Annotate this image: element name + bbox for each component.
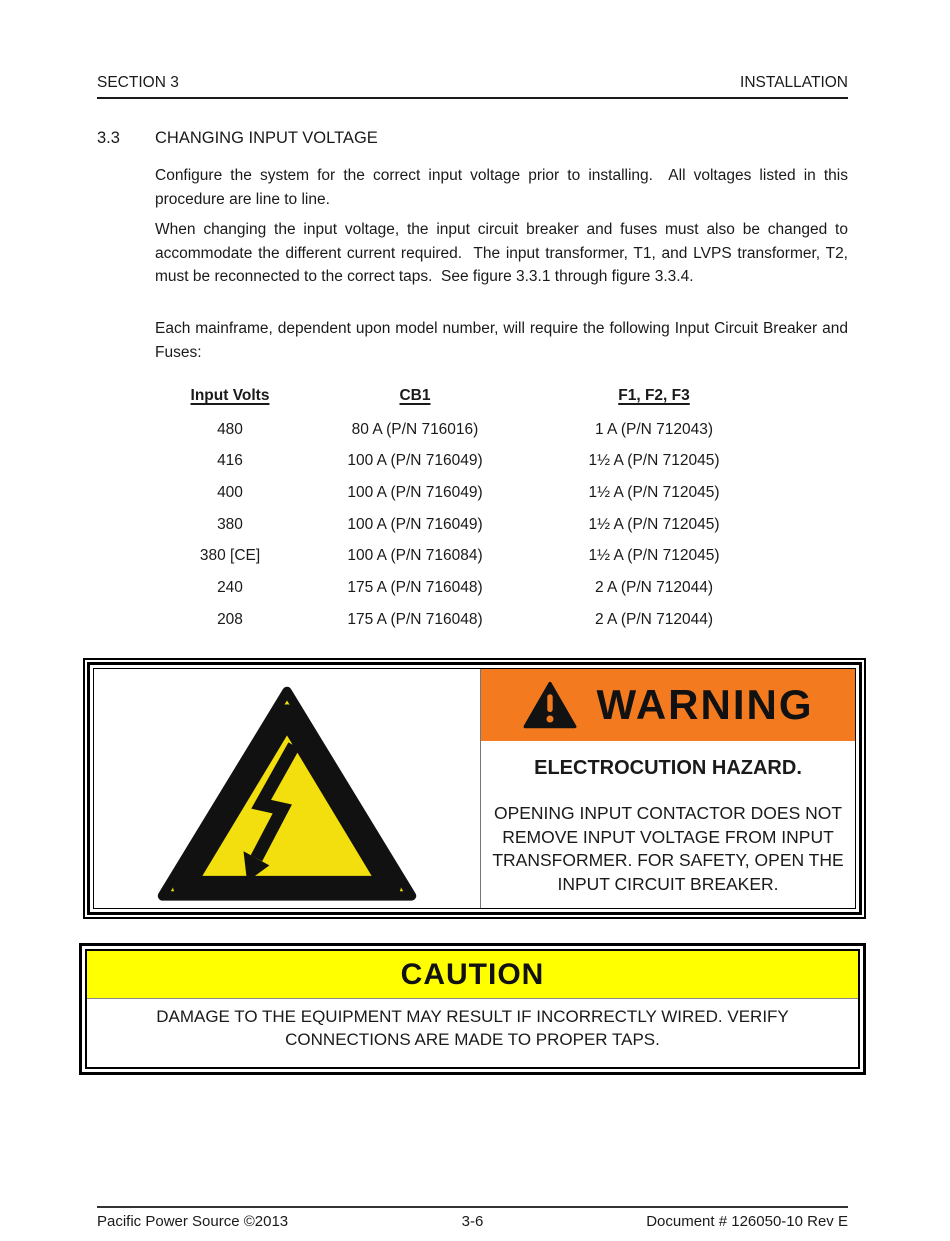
page-footer	[97, 1206, 848, 1230]
cell-cb1: 100 A (P/N 716049)	[347, 515, 483, 533]
warning-header-band	[481, 669, 855, 741]
cell-volts: 208	[217, 610, 243, 628]
breaker-fuse-table	[155, 387, 848, 643]
footer-document-number: Document # 126050-10 Rev E	[646, 1213, 848, 1230]
page-header	[97, 74, 848, 99]
alert-exclamation-triangle-icon	[523, 681, 577, 729]
table-row	[155, 421, 848, 453]
cell-volts: 400	[217, 484, 243, 502]
cell-fuse: 1½ A (P/N 712045)	[588, 484, 720, 502]
cell-volts: 480	[217, 420, 243, 438]
header-section-label: SECTION 3	[97, 74, 179, 91]
cell-fuse: 1½ A (P/N 712045)	[588, 547, 720, 565]
warning-box-mid-border	[87, 662, 862, 915]
column-header-fuses: F1, F2, F3	[618, 387, 690, 404]
cell-cb1: 175 A (P/N 716048)	[347, 610, 483, 628]
cell-fuse: 2 A (P/N 712044)	[594, 610, 714, 628]
cell-cb1: 80 A (P/N 716016)	[351, 420, 479, 438]
column-header-cb1: CB1	[399, 387, 431, 404]
cell-volts: 380 [CE]	[199, 547, 261, 565]
cell-volts: 240	[217, 579, 243, 597]
paragraph-configure: Configure the system for the correct input voltage prior to installing. All voltages listed in this procedure are line to line.	[155, 167, 853, 208]
section-number: 3.3	[97, 129, 120, 147]
cell-fuse: 2 A (P/N 712044)	[594, 579, 714, 597]
section-heading	[97, 129, 848, 148]
caution-text: DAMAGE TO THE EQUIPMENT MAY RESULT IF INCORRECTLY WIRED. VERIFY CONNECTIONS ARE MADE TO PROPER TAPS.	[156, 1007, 789, 1049]
table-row	[155, 547, 848, 579]
table-row	[155, 516, 848, 548]
footer-page-number: 3-6	[461, 1213, 484, 1230]
warning-body	[481, 741, 855, 908]
high-voltage-triangle-icon	[137, 675, 437, 910]
cell-volts: 380	[217, 515, 243, 533]
cell-cb1: 100 A (P/N 716049)	[347, 484, 483, 502]
cell-fuse: 1½ A (P/N 712045)	[588, 452, 720, 470]
table-row	[155, 611, 848, 643]
caution-label: CAUTION	[400, 957, 545, 991]
warning-label: WARNING	[596, 681, 814, 728]
caution-box-inner	[85, 949, 860, 1069]
paragraph-changing-voltage: When changing the input voltage, the input circuit breaker and fuses must also be changed to accommodate the different current required. The input transformer, T1, and LVPS transformer, T2, must be reconnected to the correct taps. See figure 3.3.1 through figure 3.3.4.	[155, 221, 853, 286]
table-header-row	[155, 387, 848, 419]
warning-box-inner	[93, 668, 856, 909]
cell-cb1: 100 A (P/N 716049)	[347, 452, 483, 470]
warning-right-panel	[481, 669, 855, 908]
cell-volts: 416	[217, 452, 243, 470]
cell-cb1: 175 A (P/N 716048)	[347, 579, 483, 597]
table-row	[155, 579, 848, 611]
table-row	[155, 452, 848, 484]
footer-copyright: Pacific Power Source ©2013	[97, 1213, 289, 1230]
cell-fuse: 1 A (P/N 712043)	[594, 420, 714, 438]
section-title: CHANGING INPUT VOLTAGE	[155, 129, 378, 147]
caution-header-band	[87, 951, 858, 999]
paragraph-mainframe: Each mainframe, dependent upon model number, will require the following Input Circuit Breaker and Fuses:	[155, 320, 853, 361]
caution-box	[79, 943, 866, 1075]
table-row	[155, 484, 848, 516]
hazard-title: ELECTROCUTION HAZARD.	[534, 757, 802, 779]
column-header-input-volts: Input Volts	[190, 387, 270, 404]
cell-fuse: 1½ A (P/N 712045)	[588, 515, 720, 533]
cell-cb1: 100 A (P/N 716084)	[347, 547, 483, 565]
header-chapter-label: INSTALLATION	[740, 74, 848, 91]
warning-box	[83, 658, 866, 919]
warning-left-panel	[94, 669, 480, 908]
hazard-text: OPENING INPUT CONTACTOR DOES NOT REMOVE INPUT VOLTAGE FROM INPUT TRANSFORMER. FOR SAFETY, OPEN THE INPUT CIRCUIT BREAKER.	[492, 803, 844, 895]
